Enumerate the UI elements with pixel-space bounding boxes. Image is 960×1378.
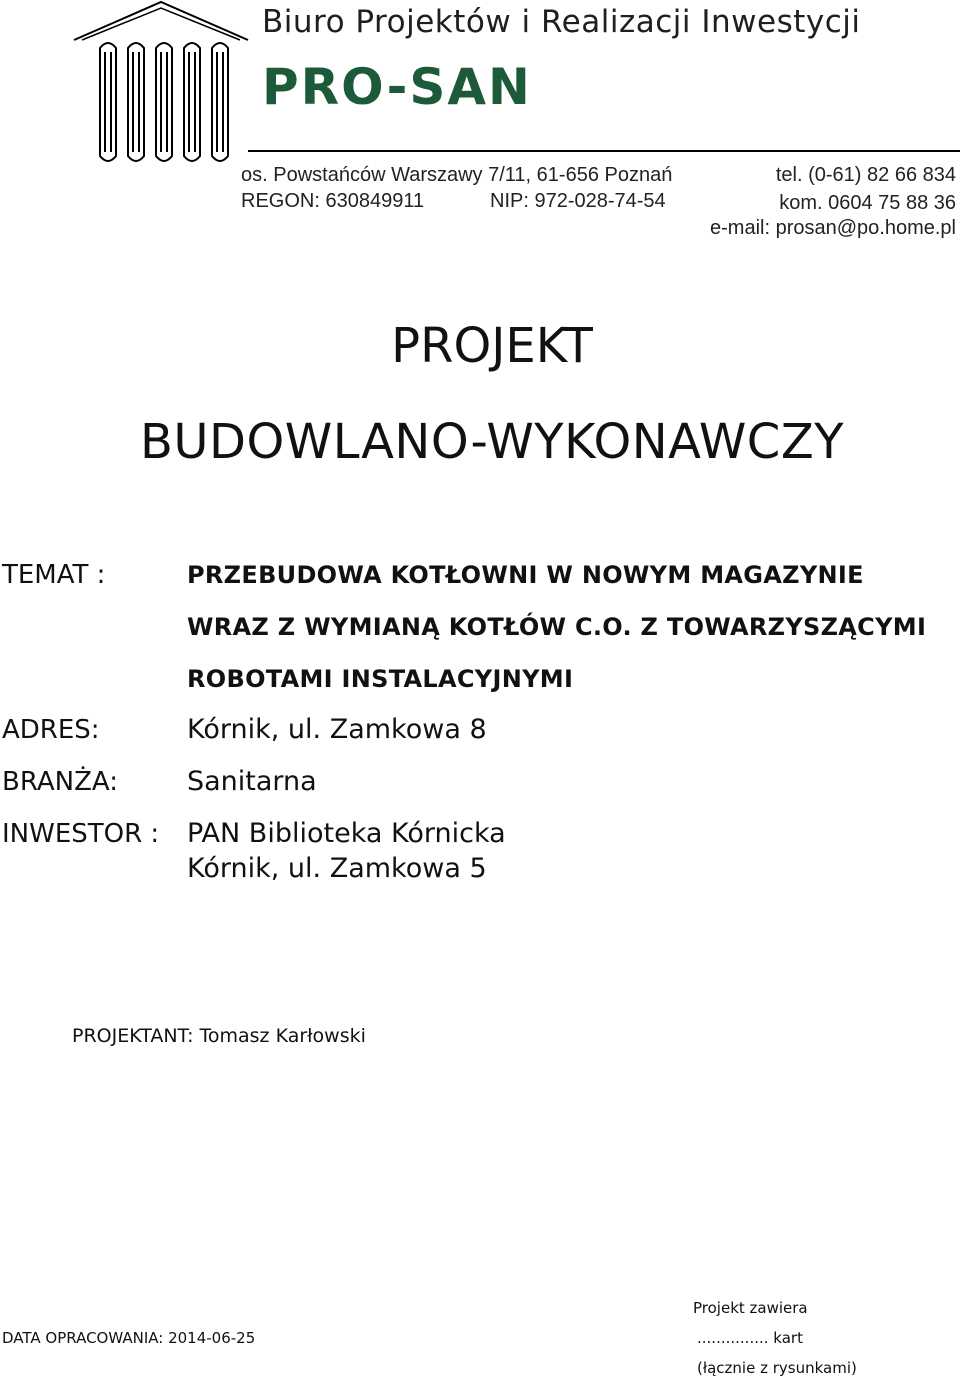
company-email: e-mail: prosan@po.home.pl — [710, 217, 956, 239]
document-subtitle: BUDOWLANO-WYKONAWCZY — [139, 414, 845, 470]
investor-name: PAN Biblioteka Kórnicka — [187, 818, 506, 849]
header-divider — [248, 150, 960, 152]
topic-label: TEMAT : — [2, 560, 106, 590]
investor-label: INWESTOR : — [2, 819, 160, 849]
sheet-count: ............... kart — [697, 1329, 803, 1347]
document-title: PROJEKT — [391, 318, 593, 374]
radiator-logo-icon — [72, 0, 250, 170]
company-phone: tel. (0-61) 82 66 834 — [775, 164, 956, 186]
investor-address: Kórnik, ul. Zamkowa 5 — [187, 853, 487, 884]
brand-name: PRO-SAN — [262, 58, 532, 116]
company-nip: NIP: 972-028-74-54 — [490, 190, 666, 212]
company-address: os. Powstańców Warszawy 7/11, 61-656 Poznań — [241, 164, 673, 186]
topic-line: WRAZ Z WYMIANĄ KOTŁÓW C.O. Z TOWARZYSZĄCYMI — [187, 613, 927, 641]
address-label: ADRES: — [2, 715, 100, 745]
topic-line: PRZEBUDOWA KOTŁOWNI W NOWYM MAGAZYNIE — [187, 561, 864, 589]
branch-label: BRANŻA: — [2, 767, 118, 797]
project-contains-label: Projekt zawiera — [693, 1299, 808, 1317]
branch-value: Sanitarna — [187, 766, 317, 797]
company-name: Biuro Projektów i Realizacji Inwestycji — [262, 4, 861, 40]
sheet-count-note: (łącznie z rysunkami) — [697, 1359, 857, 1377]
topic-line: ROBOTAMI INSTALACYJNYMI — [187, 665, 574, 693]
company-regon: REGON: 630849911 — [241, 190, 425, 212]
designer-line: PROJEKTANT: Tomasz Karłowski — [72, 1025, 366, 1047]
company-mobile: kom. 0604 75 88 36 — [779, 192, 956, 214]
preparation-date: DATA OPRACOWANIA: 2014-06-25 — [2, 1329, 256, 1347]
address-value: Kórnik, ul. Zamkowa 8 — [187, 714, 487, 745]
